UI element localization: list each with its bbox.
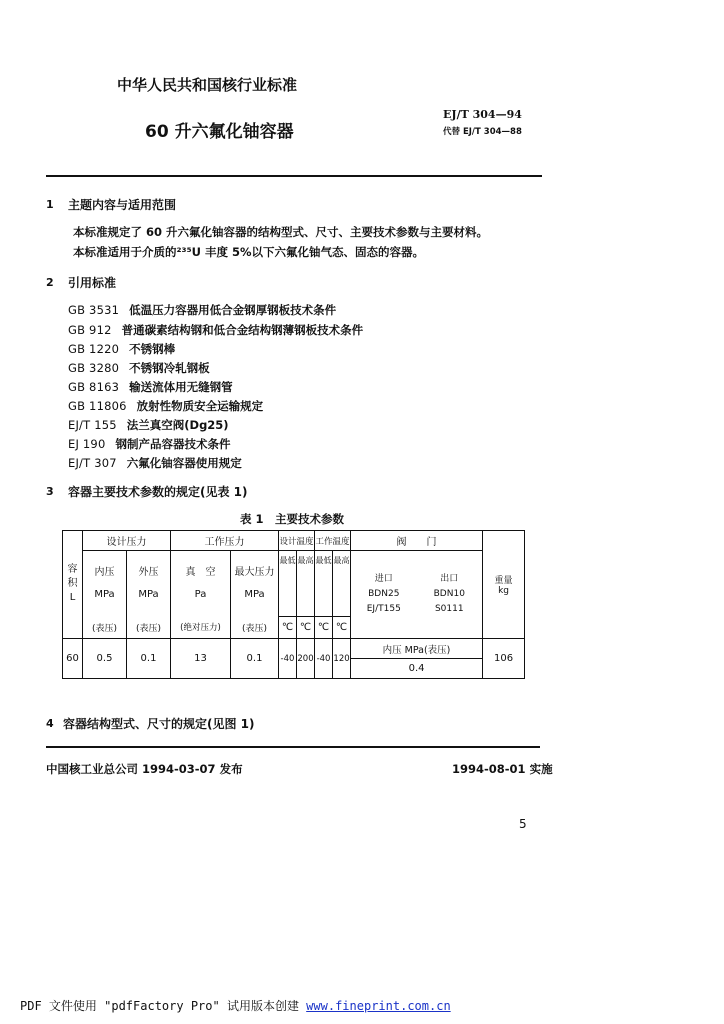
- max-pressure-gauge: (表压): [231, 617, 279, 639]
- valve-outlet-label: 出口: [440, 574, 459, 584]
- standard-number: EJ/T 304—94: [443, 108, 522, 121]
- reference-code: EJ 190: [68, 437, 106, 451]
- celsius-unit: ℃: [279, 617, 297, 639]
- vacuum-header: [171, 551, 231, 617]
- reference-item: [68, 341, 175, 357]
- cell-design-temp-max: 200: [297, 639, 315, 679]
- scope-paragraph: 本标准规定了 60 升六氟化铀容器的结构型式、尺寸、主要技术参数与主要材料。: [73, 225, 489, 239]
- section-2-title: 引用标准: [68, 276, 117, 290]
- cell-valve-test-value: 0.4: [351, 659, 483, 679]
- valve-outlet-std: S0111: [434, 604, 464, 614]
- spec-table: [62, 530, 525, 679]
- reference-item: [68, 379, 233, 395]
- inner-unit: MPa: [94, 588, 115, 600]
- volume-header: [63, 551, 83, 617]
- reference-name: 低温压力容器用低合金钢厚钢板技术条件: [129, 303, 337, 317]
- work-temp-header: 工作温度: [315, 531, 351, 551]
- volume-header-top: [63, 531, 83, 551]
- publish-date: 中国核工业总公司 1994-03-07 发布: [46, 762, 243, 776]
- reference-code: GB 11806: [68, 399, 127, 413]
- cell-volume: 60: [63, 639, 83, 679]
- header-rule: [46, 175, 542, 177]
- weight-label: 重量: [494, 576, 513, 586]
- valve-header: 阀 门: [351, 531, 483, 551]
- outer-unit: MPa: [138, 588, 159, 600]
- vacuum-unit: Pa: [194, 588, 207, 600]
- document-title: 60 升六氟化铀容器: [145, 122, 294, 142]
- weight-header: [483, 531, 525, 639]
- watermark-text: PDF 文件使用 "pdfFactory Pro" 试用版本创建: [20, 999, 307, 1013]
- design-temp-min-header: 最低: [279, 551, 297, 617]
- work-pressure-header: 工作压力: [171, 531, 279, 551]
- page-number: 5: [519, 817, 527, 831]
- reference-item: [68, 322, 363, 338]
- reference-code: GB 8163: [68, 380, 120, 394]
- reference-name: 六氟化铀容器使用规定: [126, 456, 242, 470]
- max-pressure-unit: MPa: [244, 588, 265, 600]
- cell-work-temp-min: -40: [315, 639, 333, 679]
- weight-unit: kg: [498, 586, 509, 596]
- effective-date: 1994-08-01 实施: [452, 762, 553, 776]
- volume-unit: L: [69, 591, 76, 603]
- cell-vacuum: 13: [171, 639, 231, 679]
- outer-label: 外压: [138, 566, 159, 578]
- cell-outer-pressure: 0.1: [127, 639, 171, 679]
- valve-inlet-spec: BDN25: [368, 589, 400, 599]
- reference-item: [68, 360, 210, 376]
- inner-pressure-header: [83, 551, 127, 617]
- work-temp-max-header: 最高: [333, 551, 351, 617]
- cell-max-pressure: 0.1: [231, 639, 279, 679]
- outer-gauge: (表压): [127, 617, 171, 639]
- reference-code: GB 3280: [68, 361, 120, 375]
- reference-item: [68, 417, 229, 433]
- section-4-number: 4: [46, 717, 54, 730]
- section-3-number: 3: [46, 485, 54, 498]
- cell-weight: 106: [483, 639, 525, 679]
- reference-name: 放射性物质安全运输规定: [136, 399, 264, 413]
- reference-code: GB 3531: [68, 303, 120, 317]
- valve-test-label: 内压 MPa(表压): [351, 639, 483, 659]
- standard-org: 中华人民共和国核行业标准: [117, 76, 298, 94]
- section-4-title: 容器结构型式、尺寸的规定(见图 1): [63, 717, 255, 731]
- max-pressure-label: 最大压力: [234, 566, 275, 578]
- work-temp-min-header: 最低: [315, 551, 333, 617]
- scope-paragraph: 本标准适用于介质的²³⁵U 丰度 5%以下六氟化铀气态、固态的容器。: [73, 245, 424, 259]
- reference-item: [68, 302, 336, 318]
- section-1-title: 主题内容与适用范围: [68, 198, 177, 212]
- valve-outlet: [417, 551, 483, 639]
- cell-work-temp-max: 120: [333, 639, 351, 679]
- reference-item: [68, 436, 230, 452]
- table-caption: 表 1 主要技术参数: [240, 512, 345, 526]
- reference-code: EJ/T 155: [68, 418, 117, 432]
- inner-label: 内压: [94, 566, 115, 578]
- reference-code: GB 1220: [68, 342, 120, 356]
- design-pressure-header: 设计压力: [83, 531, 171, 551]
- cell-design-temp-min: -40: [279, 639, 297, 679]
- inner-gauge: (表压): [83, 617, 127, 639]
- reference-item: [68, 398, 263, 414]
- pdf-watermark: [20, 997, 451, 1014]
- vacuum-label: 真 空: [185, 566, 216, 578]
- valve-inlet-std: EJ/T155: [366, 604, 401, 614]
- celsius-unit: ℃: [297, 617, 315, 639]
- reference-name: 普通碳素结构钢和低合金结构钢薄钢板技术条件: [121, 323, 364, 337]
- reference-item: [68, 455, 242, 471]
- vacuum-abs: (绝对压力): [171, 617, 231, 639]
- celsius-unit: ℃: [315, 617, 333, 639]
- celsius-unit: ℃: [333, 617, 351, 639]
- reference-name: 钢制产品容器技术条件: [115, 437, 231, 451]
- reference-name: 输送流体用无缝钢管: [129, 380, 233, 394]
- reference-name: 不锈钢棒: [129, 342, 176, 356]
- watermark-link[interactable]: www.fineprint.com.cn: [306, 999, 451, 1013]
- volume-label: 容积: [67, 563, 78, 589]
- section-2-number: 2: [46, 276, 54, 289]
- valve-inlet: [351, 551, 417, 639]
- footer-rule: [46, 746, 540, 748]
- reference-name: 法兰真空阀(Dg25): [126, 418, 229, 432]
- section-3-title: 容器主要技术参数的规定(见表 1): [68, 485, 248, 499]
- valve-outlet-spec: BDN10: [433, 589, 465, 599]
- valve-inlet-label: 进口: [374, 574, 393, 584]
- replaces-number: 代替 EJ/T 304—88: [443, 127, 522, 137]
- volume-header-bottom: [63, 617, 83, 639]
- reference-name: 不锈钢冷轧钢板: [129, 361, 210, 375]
- cell-inner-pressure: 0.5: [83, 639, 127, 679]
- section-1-number: 1: [46, 198, 54, 211]
- max-pressure-header: [231, 551, 279, 617]
- design-temp-header: 设计温度: [279, 531, 315, 551]
- design-temp-max-header: 最高: [297, 551, 315, 617]
- outer-pressure-header: [127, 551, 171, 617]
- reference-code: EJ/T 307: [68, 456, 117, 470]
- reference-code: GB 912: [68, 323, 112, 337]
